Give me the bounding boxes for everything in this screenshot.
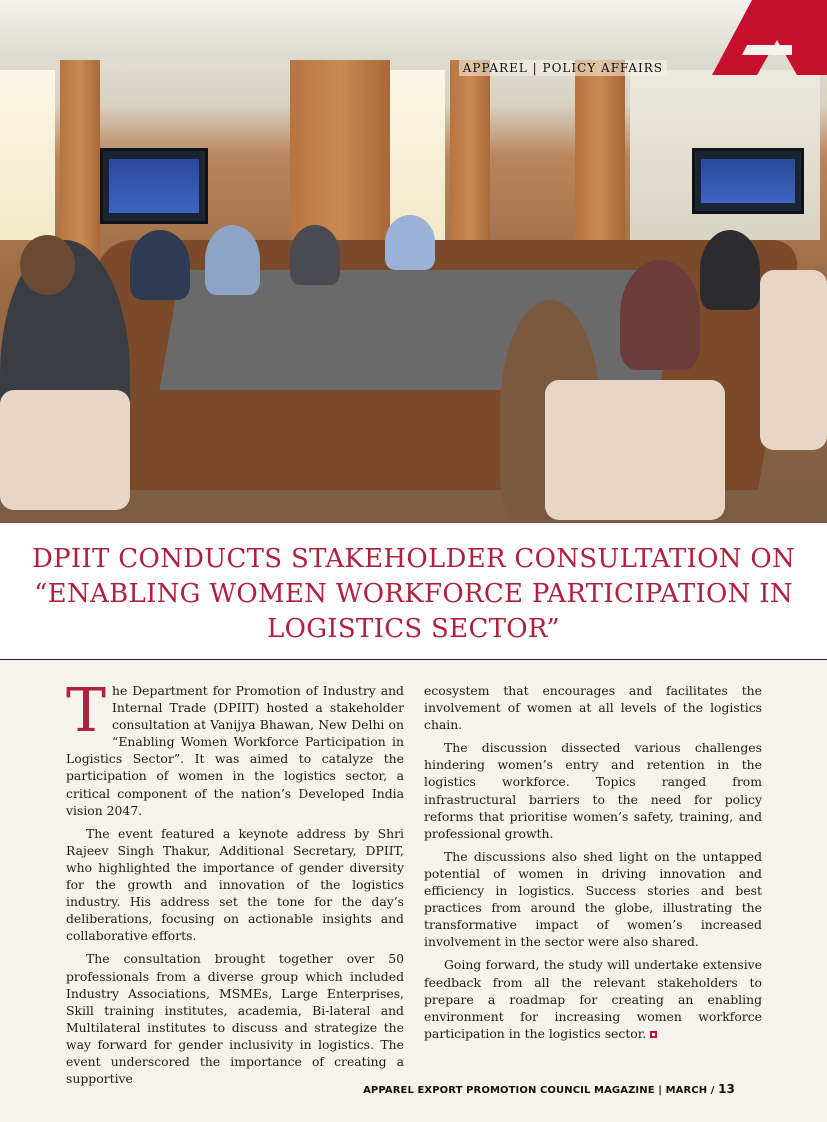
text-column-right [424, 682, 762, 1048]
attendee [700, 230, 760, 310]
footer-separator: / [707, 1085, 719, 1096]
chair [760, 270, 827, 450]
attendee [205, 225, 260, 295]
page-footer [363, 1082, 735, 1096]
end-mark-icon [650, 1031, 657, 1038]
attendee [385, 215, 435, 270]
chair [545, 380, 725, 520]
ceiling [0, 0, 827, 60]
window [390, 70, 445, 240]
wall-panel [575, 60, 625, 260]
paragraph [66, 676, 404, 819]
wall-panel [60, 60, 100, 260]
presentation-screen-left [100, 148, 208, 224]
attendee [130, 230, 190, 300]
title-block [0, 524, 827, 660]
drop-cap: T [66, 676, 107, 746]
attendee [290, 225, 340, 285]
wall-panel [450, 60, 490, 260]
chair [0, 390, 130, 510]
attendee [620, 260, 700, 370]
page-number: 13 [718, 1082, 735, 1096]
article-title: DPIIT CONDUCTS STAKEHOLDER CONSULTATION ON “ENABLING WOMEN WORKFORCE PARTICIPATION IN LOGISTICS SECTOR” [31, 544, 796, 644]
paragraph-text: Going forward, the study will undertake extensive feedback from all the relevant stakeholders to prepare a roadmap for creating an enabling environment for increasing women workforce participation in the logistics sector. [424, 957, 762, 1041]
presentation-screen-right [692, 148, 804, 214]
event-photo [0, 0, 827, 523]
magazine-logo-icon [712, 0, 827, 75]
window [0, 70, 55, 240]
attendee-head [20, 235, 75, 295]
paragraph: The consultation brought together over 50 professionals from a diverse group which included Industry Associations, MSMEs, Large Enterprises, Skill training institutes, academia, Bi-lateral and Multilateral institutes to discuss and strategize the way forward for gender inclusivity in logistics. The event underscored the importance of creating a supportive [66, 951, 404, 1087]
footer-magazine-name: APPAREL EXPORT PROMOTION COUNCIL MAGAZINE | MARCH [363, 1085, 708, 1096]
paragraph: The discussions also shed light on the untapped potential of women in driving innovation and efficiency in logistics. Success stories and best practices from around the globe, illustrating the transformative impact of women’s increased involvement in the sector were also shared. [424, 848, 762, 950]
paragraph: The event featured a keynote address by Shri Rajeev Singh Thakur, Additional Secretary, DPIIT, who highlighted the importance of gender diversity for the growth and innovation of the logistics industry. His address set the tone for the day’s deliberations, focusing on actionable insights and collaborative efforts. [66, 825, 404, 944]
paragraph [424, 956, 762, 1041]
text-column-left [66, 676, 404, 1093]
paragraph-text: he Department for Promotion of Industry and Internal Trade (DPIIT) hosted a stakeholder consultation at Vanijya Bhawan, New Delhi on “Enabling Women Workforce Participation in Logistics Sector”. It was aimed to catalyze the participation of women in the logistics sector, a critical component of the nation’s Developed India vision 2047. [66, 683, 404, 818]
paragraph: The discussion dissected various challenges hindering women’s entry and retention in the logistics workforce. Topics ranged from infrastructural barriers to the need for policy reforms that prioritise women’s safety, training, and professional growth. [424, 740, 762, 841]
paragraph: ecosystem that encourages and facilitates the involvement of women at all levels of the logistics chain. [424, 683, 762, 733]
section-label: APPAREL | POLICY AFFAIRS [459, 60, 667, 76]
